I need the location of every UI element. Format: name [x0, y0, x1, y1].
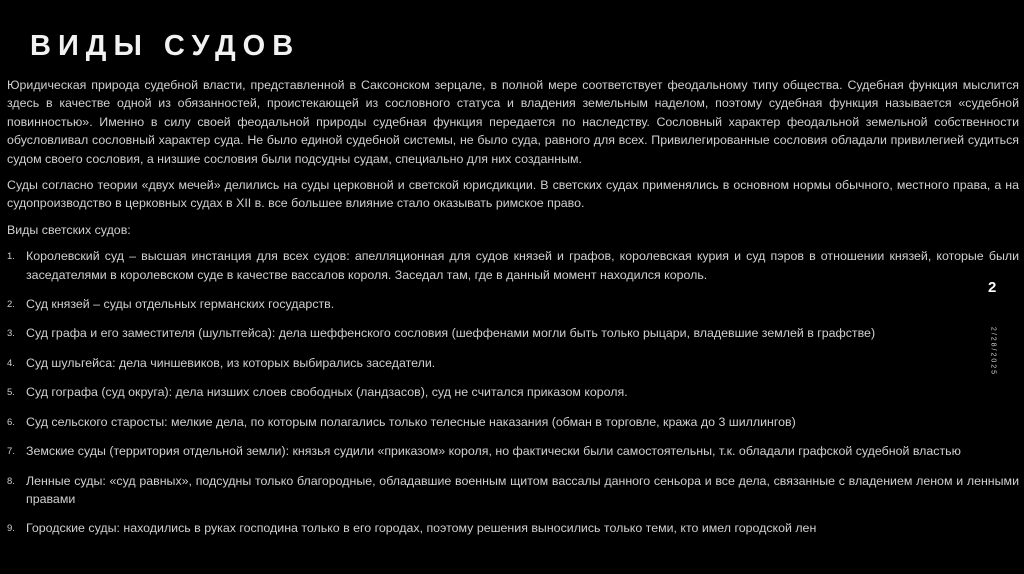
- list-item-number: 7.: [7, 446, 15, 458]
- slide-title: ВИДЫ СУДОВ: [30, 30, 301, 62]
- list-item: [7, 383, 1019, 401]
- list-item-text: Суд сельского старосты: мелкие дела, по которым полагались только телесные наказания (обман в торговле, кража до 3 шиллингов): [26, 414, 796, 429]
- slide-date: 2/28/2025: [989, 326, 997, 377]
- list-item: [7, 295, 1019, 313]
- list-item-text: Земские суды (территория отдельной земли): князья судили «приказом» короля, но фактически были самостоятельны, т.к. обладали графской судебной властью: [26, 444, 961, 459]
- list-item: [7, 519, 1019, 537]
- list-item-text: Суд гографа (суд округа): дела низших слоев свободных (ландзасов), суд не считался приказом короля.: [26, 385, 628, 400]
- list-item-number: 8.: [7, 475, 15, 487]
- list-item: [7, 413, 1019, 431]
- list-item-number: 5.: [7, 387, 15, 399]
- list-item: [7, 247, 1019, 284]
- list-item: [7, 442, 1019, 460]
- list-intro: Виды светских судов:: [7, 222, 131, 237]
- court-types-list: [7, 247, 1019, 537]
- paragraph-judicial-nature: Юридическая природа судебной власти, представленной в Саксонском зерцале, в полной мере соответствует феодальному типу общества. Судебная функция мыслится здесь в качестве одной из обязанностей, проистекающей из сословного статуса и владения земельным наделом, поэтому судебная функция называется «судебной повинностью». Именно в силу своей феодальной природы судебная функция передается по наследству. Сословный характер феодальной земельной собственности обусловливал сословный характер суда. Не было единой судебной системы, не было суда, равного для всех. Привилегированные сословия обладали привилегией судиться судом своего сословия, а низшие сословия были подсудны судам, специально для них созданным.: [7, 78, 1019, 166]
- list-item-number: 1.: [7, 251, 15, 263]
- slide-body: [7, 76, 1019, 549]
- list-item-text: Суд князей – суды отдельных германских государств.: [26, 297, 335, 312]
- slide-number: 2: [988, 279, 997, 296]
- list-item-number: 2.: [7, 299, 15, 311]
- list-item-text: Ленные суды: «суд равных», подсудны только благородные, обладавшие военным щитом вассалы данного сеньора и все дела, связанные с владением леном и ленными правами: [26, 473, 1019, 506]
- list-item-text: Суд шульгейса: дела чиншевиков, из которых выбирались заседатели.: [26, 355, 436, 370]
- list-item-text: Королевский суд – высшая инстанция для всех судов: апелляционная для судов князей и графов, королевская курия и суд пэров в отношении князей, которые были заседателями в королевском суде в качестве вассалов короля. Заседал там, где в данный момент находился король.: [26, 249, 1019, 282]
- list-item-text: Суд графа и его заместителя (шультгейса): дела шеффенского сословия (шеффенами могли быть только рыцари, владевшие землей в графстве): [26, 326, 876, 341]
- paragraph-two-swords: Суды согласно теории «двух мечей» делились на суды церковной и светской юрисдикции. В светских судах применялись в основном нормы обычного, местного права, а на судопроизводство в церковных судах в XII в. все большее влияние стало оказывать римское право.: [7, 178, 1019, 211]
- list-item-number: 6.: [7, 416, 15, 428]
- list-item-number: 4.: [7, 357, 15, 369]
- list-item-number: 9.: [7, 523, 15, 535]
- list-item-text: Городские суды: находились в руках господина только в его городах, поэтому решения выносились только теми, кто имел городской лен: [26, 521, 817, 536]
- list-item-number: 3.: [7, 328, 15, 340]
- list-item: [7, 354, 1019, 372]
- list-item: [7, 324, 1019, 342]
- list-item: [7, 472, 1019, 509]
